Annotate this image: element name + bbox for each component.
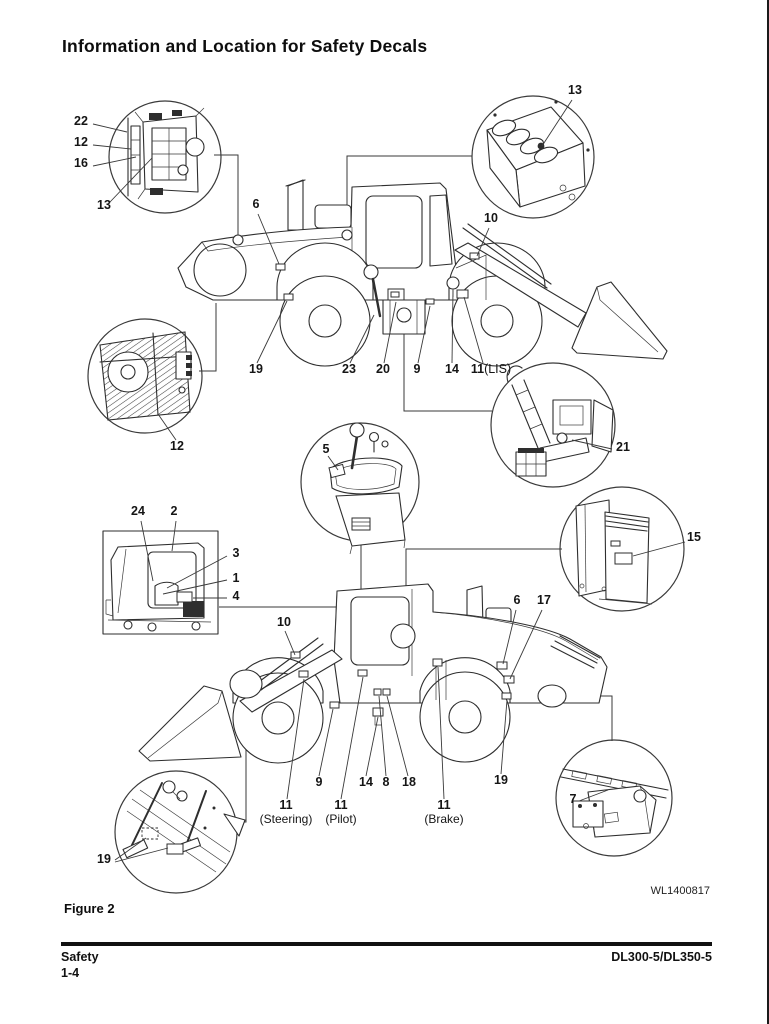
callout-label <box>402 776 416 790</box>
callout-number: 22 <box>74 114 88 128</box>
callout-label <box>97 853 111 867</box>
callout-number: 6 <box>513 593 521 607</box>
callout-number: 4 <box>232 589 240 603</box>
callout-number: 10 <box>484 211 498 225</box>
callout-number: 21 <box>616 440 630 454</box>
callout-number: 14 <box>359 775 373 789</box>
callout-label <box>616 441 630 455</box>
callout-label <box>97 199 111 213</box>
callout-number: 5 <box>322 442 330 456</box>
callout-label <box>171 505 178 519</box>
callout-number: 17 <box>537 593 551 607</box>
callout-number: 19 <box>97 852 111 866</box>
callout-label <box>342 363 356 377</box>
page-title: Information and Location for Safety Decals <box>62 36 428 56</box>
callout-number: 2 <box>170 504 178 518</box>
drawing-number: WL1400817 <box>650 885 710 897</box>
figure-caption: Figure 2 <box>64 901 115 916</box>
callout-label <box>260 799 313 826</box>
callout-radiator-detail <box>88 319 202 433</box>
callout-label <box>74 115 88 129</box>
callout-rear-grille-detail <box>109 101 221 213</box>
callout-number: 6 <box>252 197 260 211</box>
callout-label <box>537 594 551 608</box>
callout-label <box>359 776 373 790</box>
callout-number: 11 <box>279 798 293 812</box>
footer-section-page <box>61 950 99 981</box>
callout-label <box>74 157 88 171</box>
callout-label <box>249 363 263 377</box>
callout-label <box>471 363 511 377</box>
callout-label <box>277 616 291 630</box>
callout-label <box>233 547 240 561</box>
callout-label <box>253 198 260 212</box>
callout-number: 12 <box>74 135 88 149</box>
callout-label <box>494 774 508 788</box>
callout-label <box>414 363 421 377</box>
callout-door-panel-detail <box>560 487 684 611</box>
callout-number: 11 <box>334 798 348 812</box>
callout-sublabel: (Pilot) <box>325 811 357 826</box>
callout-label <box>376 363 390 377</box>
callout-label <box>323 443 330 457</box>
callout-label <box>514 594 521 608</box>
callout-label <box>316 776 323 790</box>
callout-number: 19 <box>494 773 508 787</box>
callout-label <box>383 776 390 790</box>
callout-number: 8 <box>382 775 390 789</box>
callout-label <box>325 799 356 826</box>
callout-cab-base-detail <box>491 363 615 487</box>
callout-number: 13 <box>568 83 582 97</box>
callout-number: 20 <box>376 362 390 376</box>
callout-number: 13 <box>97 198 111 212</box>
footer-model-label: DL300-5/DL350-5 <box>611 950 712 964</box>
callout-number: 19 <box>249 362 263 376</box>
callout-number: 10 <box>277 615 291 629</box>
wheel-loader-top-drawing <box>178 180 667 366</box>
callout-number: 11 <box>437 798 451 812</box>
callout-label <box>570 793 577 807</box>
callout-number: 12 <box>170 439 184 453</box>
callout-label <box>233 572 240 586</box>
callout-number: 14 <box>445 362 459 376</box>
callout-label <box>424 799 463 826</box>
callout-label <box>74 136 88 150</box>
callout-number: 1 <box>232 571 240 585</box>
callout-number: 18 <box>402 775 416 789</box>
callout-sublabel: (Brake) <box>424 811 464 826</box>
callout-label <box>484 212 498 226</box>
footer-section-label: Safety <box>61 950 99 964</box>
callout-number: 9 <box>413 362 421 376</box>
callout-number: 9 <box>315 775 323 789</box>
callout-number: 3 <box>232 546 240 560</box>
callout-label <box>445 363 459 377</box>
callout-number: 15 <box>687 530 701 544</box>
callout-number: 24 <box>131 504 145 518</box>
wheel-loader-bottom-drawing <box>139 584 607 763</box>
footer-divider <box>61 942 712 946</box>
callout-label <box>131 505 145 519</box>
callout-number: 16 <box>74 156 88 170</box>
footer-page-number: 1-4 <box>61 965 80 980</box>
callout-label <box>687 531 701 545</box>
callout-label <box>170 440 184 454</box>
callout-number: 11 <box>470 362 485 376</box>
callout-pedals-detail <box>115 771 245 893</box>
callout-tank-caps-detail <box>472 96 594 218</box>
callout-number: 7 <box>569 792 577 806</box>
callout-sublabel: (Steering) <box>259 811 313 826</box>
callout-label <box>233 590 240 604</box>
cab-interior-box <box>103 531 218 634</box>
callout-suffix: (LIS) <box>484 362 512 376</box>
callout-console-detail <box>301 423 419 554</box>
callout-label <box>568 84 582 98</box>
callout-number: 23 <box>342 362 356 376</box>
